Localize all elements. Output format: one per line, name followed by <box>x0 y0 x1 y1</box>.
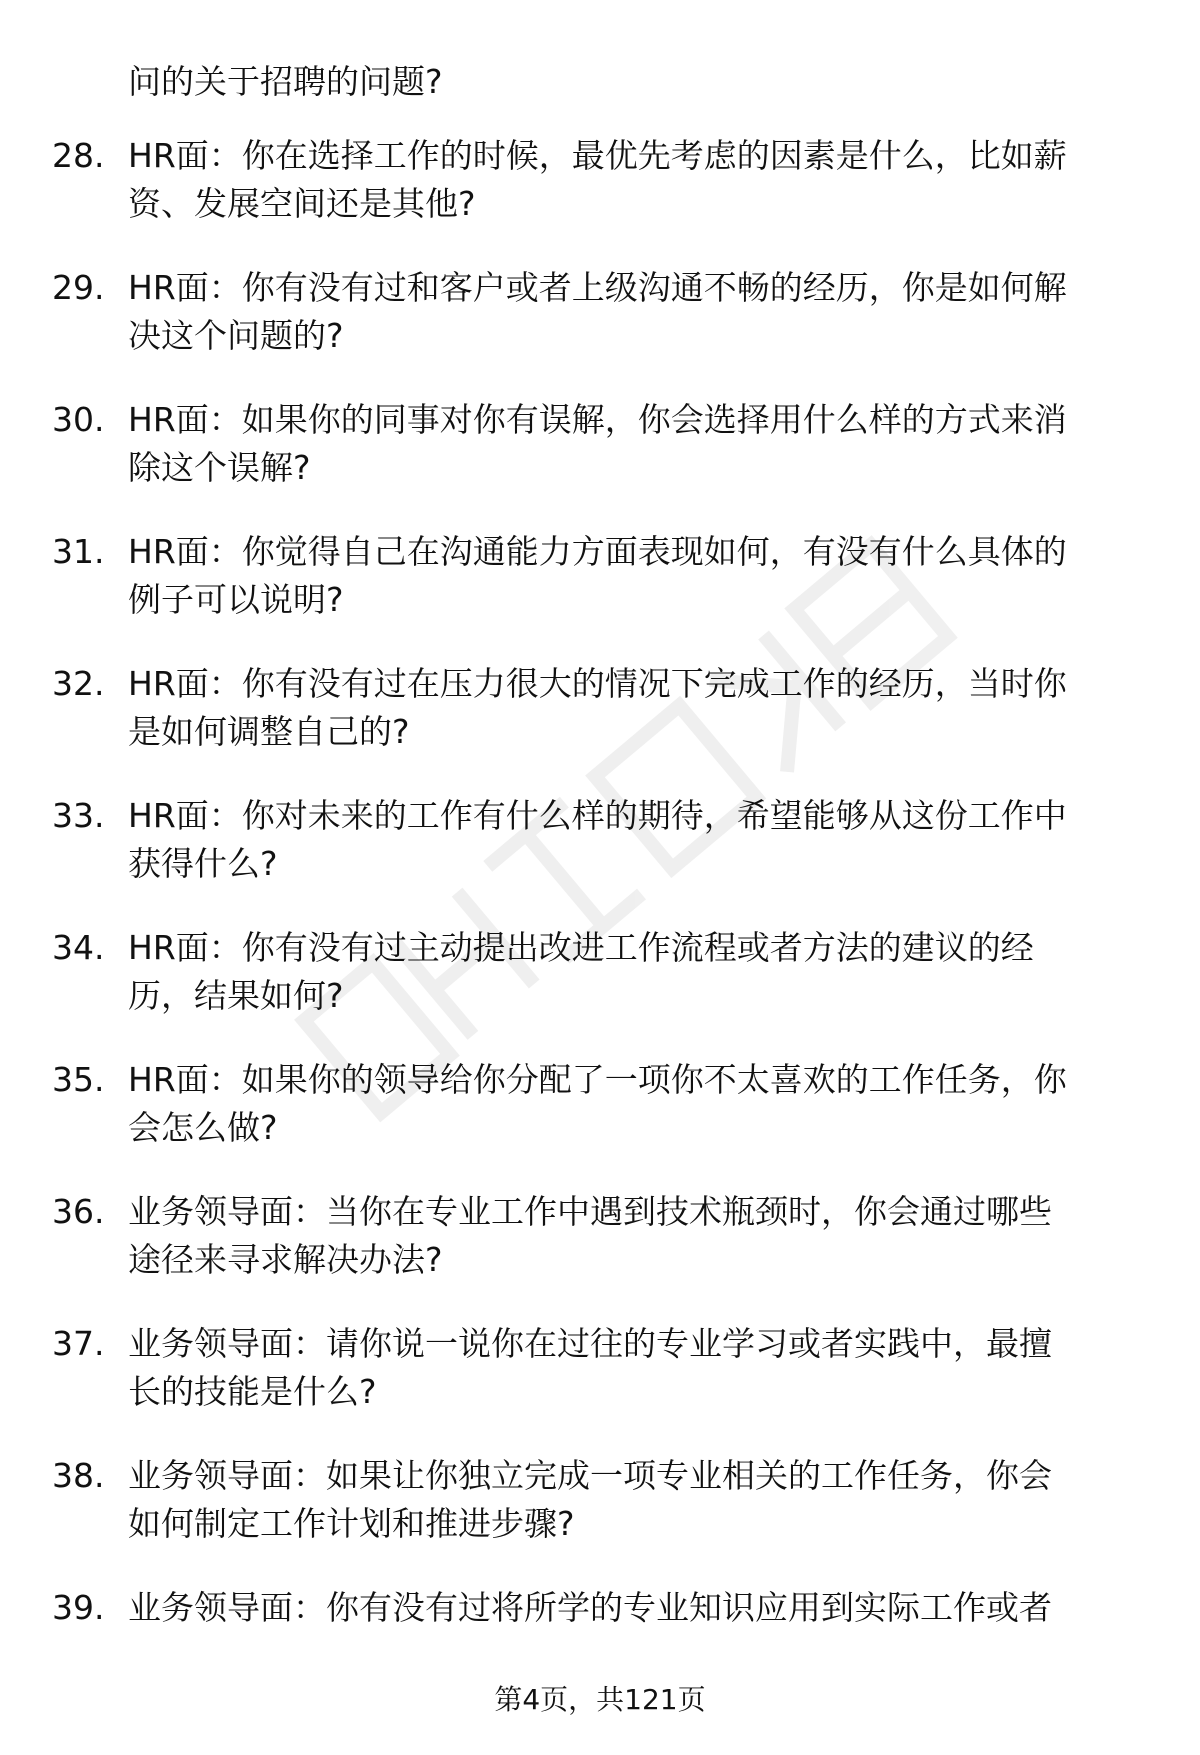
question-text-line: 业务领导面：你有没有过将所学的专业知识应用到实际工作或者 <box>128 1588 1052 1627</box>
question-text-line: HR面：如果你的领导给你分配了一项你不太喜欢的工作任务，你 <box>128 1060 1067 1099</box>
question-text-line: 决这个问题的? <box>128 316 344 355</box>
question-text-line: HR面：你有没有过主动提出改进工作流程或者方法的建议的经 <box>128 928 1034 967</box>
question-item <box>0 264 1200 396</box>
question-text-line: HR面：你对未来的工作有什么样的期待，希望能够从这份工作中 <box>128 796 1067 835</box>
question-item <box>0 1452 1200 1584</box>
question-text <box>128 924 1158 1020</box>
question-text <box>128 1056 1158 1152</box>
question-number: 29. <box>52 268 105 307</box>
question-text-line: 资、发展空间还是其他? <box>128 184 476 223</box>
question-item <box>0 660 1200 792</box>
question-text-line: 除这个误解? <box>128 448 311 487</box>
question-text <box>128 1188 1158 1284</box>
question-text-line: HR面：你有没有过在压力很大的情况下完成工作的经历，当时你 <box>128 664 1067 703</box>
question-text-line: HR面：你觉得自己在沟通能力方面表现如何，有没有什么具体的 <box>128 532 1067 571</box>
page-footer: 第4页，共121页 <box>494 1683 706 1716</box>
question-number: 38. <box>52 1456 105 1495</box>
question-text-line: 业务领导面：请你说一说你在过往的专业学习或者实践中，最擅 <box>128 1324 1052 1363</box>
question-number: 33. <box>52 796 105 835</box>
question-item <box>0 132 1200 264</box>
question-number: 37. <box>52 1324 105 1363</box>
question-number: 32. <box>52 664 105 703</box>
question-text <box>128 396 1158 492</box>
question-item <box>0 528 1200 660</box>
question-text-line: 途径来寻求解决办法? <box>128 1240 443 1279</box>
question-text <box>128 528 1158 624</box>
question-list <box>0 132 1200 1716</box>
question-item <box>0 1188 1200 1320</box>
question-text-line: 如何制定工作计划和推进步骤? <box>128 1504 575 1543</box>
question-item <box>0 396 1200 528</box>
question-text-line: 业务领导面：当你在专业工作中遇到技术瓶颈时，你会通过哪些 <box>128 1192 1052 1231</box>
question-text-line: 是如何调整自己的? <box>128 712 410 751</box>
question-text-line: HR面：你有没有过和客户或者上级沟通不畅的经历，你是如何解 <box>128 268 1067 307</box>
question-text <box>128 660 1158 756</box>
question-item <box>0 792 1200 924</box>
question-item <box>0 924 1200 1056</box>
question-text-line: 业务领导面：如果让你独立完成一项专业相关的工作任务，你会 <box>128 1456 1052 1495</box>
question-text <box>128 792 1158 888</box>
question-text-line: HR面：如果你的同事对你有误解，你会选择用什么样的方式来消 <box>128 400 1067 439</box>
question-item <box>0 1320 1200 1452</box>
question-number: 31. <box>52 532 105 571</box>
question-text <box>128 1320 1158 1416</box>
question-text-line: 长的技能是什么? <box>128 1372 377 1411</box>
question-text-line: 会怎么做? <box>128 1108 278 1147</box>
question-number: 30. <box>52 400 105 439</box>
question-text-line: HR面：你在选择工作的时候，最优先考虑的因素是什么，比如薪 <box>128 136 1067 175</box>
question-text <box>128 1452 1158 1548</box>
continuation-text: 问的关于招聘的问题? <box>128 62 443 101</box>
question-number: 34. <box>52 928 105 967</box>
question-text-line: 历，结果如何? <box>128 976 344 1015</box>
question-number: 35. <box>52 1060 105 1099</box>
question-number: 28. <box>52 136 105 175</box>
question-text-line: 获得什么? <box>128 844 278 883</box>
question-item <box>0 1056 1200 1188</box>
question-text-line: 例子可以说明? <box>128 580 344 619</box>
question-number: 39. <box>52 1588 105 1627</box>
question-text <box>128 1584 1158 1632</box>
question-text <box>128 132 1158 228</box>
question-number: 36. <box>52 1192 105 1231</box>
question-text <box>128 264 1158 360</box>
